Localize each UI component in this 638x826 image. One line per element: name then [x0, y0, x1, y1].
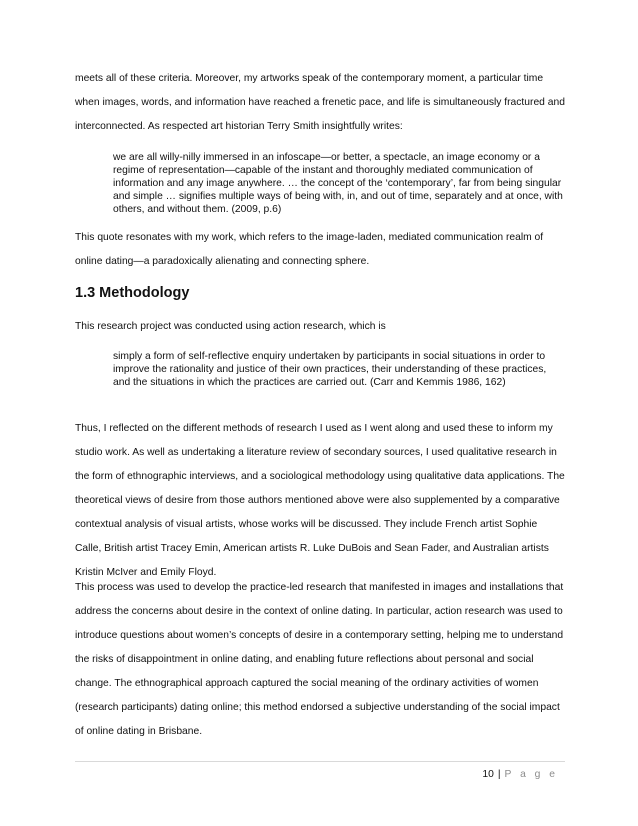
paragraph-methods: Thus, I reflected on the different methods of research I used as I went along and used these to inform my studio work. As well as undertaking a literature review of secondary sources, I used qualitative research in the form of ethnographic interviews, and a sociological methodology using qualitative data applications. The theoretical views of desire from those authors mentioned above were also supplemented by a comparative contextual analysis of visual artists, whose works will be discussed. They include French artist Sophie Calle, British artist Tracey Emin, American artists R. Luke DuBois and Sean Fader, and Australian artists Kristin McIver and Emily Floyd. — [75, 423, 565, 578]
block-quote-smith: we are all willy-nilly immersed in an infoscape—or better, a spectacle, an image economy or a regime of representation—capable of the instant and thoroughly mediated communication of information and any image anywhere. … the concept of the ‘contemporary’, far from being singular and simple … signifies multiple ways of being with, in, and out of time, separately and at once, with others, and without them. (2009, p.6) — [113, 152, 563, 215]
section-heading: 1.3 Methodology — [75, 285, 190, 301]
paragraph-process: This process was used to develop the practice-led research that manifested in images and installations that address the concerns about desire in the context of online dating. In particular, action research was used to introduce questions about women’s concepts of desire in a contemporary setting, helping me to understand the risks of disappointment in online dating, and enabling future reflections about personal and social change. The ethnographical approach captured the social meaning of the ordinary activities of women (research participants) dating online; this method endorsed a subjective understanding of the social impact of online dating in Brisbane. — [75, 582, 564, 737]
footer-divider — [75, 761, 565, 762]
page-footer — [482, 768, 558, 782]
footer-separator: | — [497, 769, 501, 780]
page-number: 10 — [482, 769, 494, 780]
paragraph-quote-resonates: This quote resonates with my work, which refers to the image-laden, mediated communication realm of online dating—a paradoxically alienating and connecting sphere. — [75, 232, 544, 267]
block-quote-carr-kemmis: simply a form of self-reflective enquiry undertaken by participants in social situations in order to improve the rationality and justice of their own practices, their understanding of these practices, and the situations in which the practices are carried out. (Carr and Kemmis 1986, 162) — [113, 351, 547, 388]
page-label: P a g e — [504, 769, 558, 780]
paragraph-action-research: This research project was conducted using action research, which is — [75, 321, 386, 332]
paragraph-intro: meets all of these criteria. Moreover, my artworks speak of the contemporary moment, a particular time when images, words, and information have reached a frenetic pace, and life is simultaneously fractured and interconnected. As respected art historian Terry Smith insightfully writes: — [75, 73, 565, 132]
